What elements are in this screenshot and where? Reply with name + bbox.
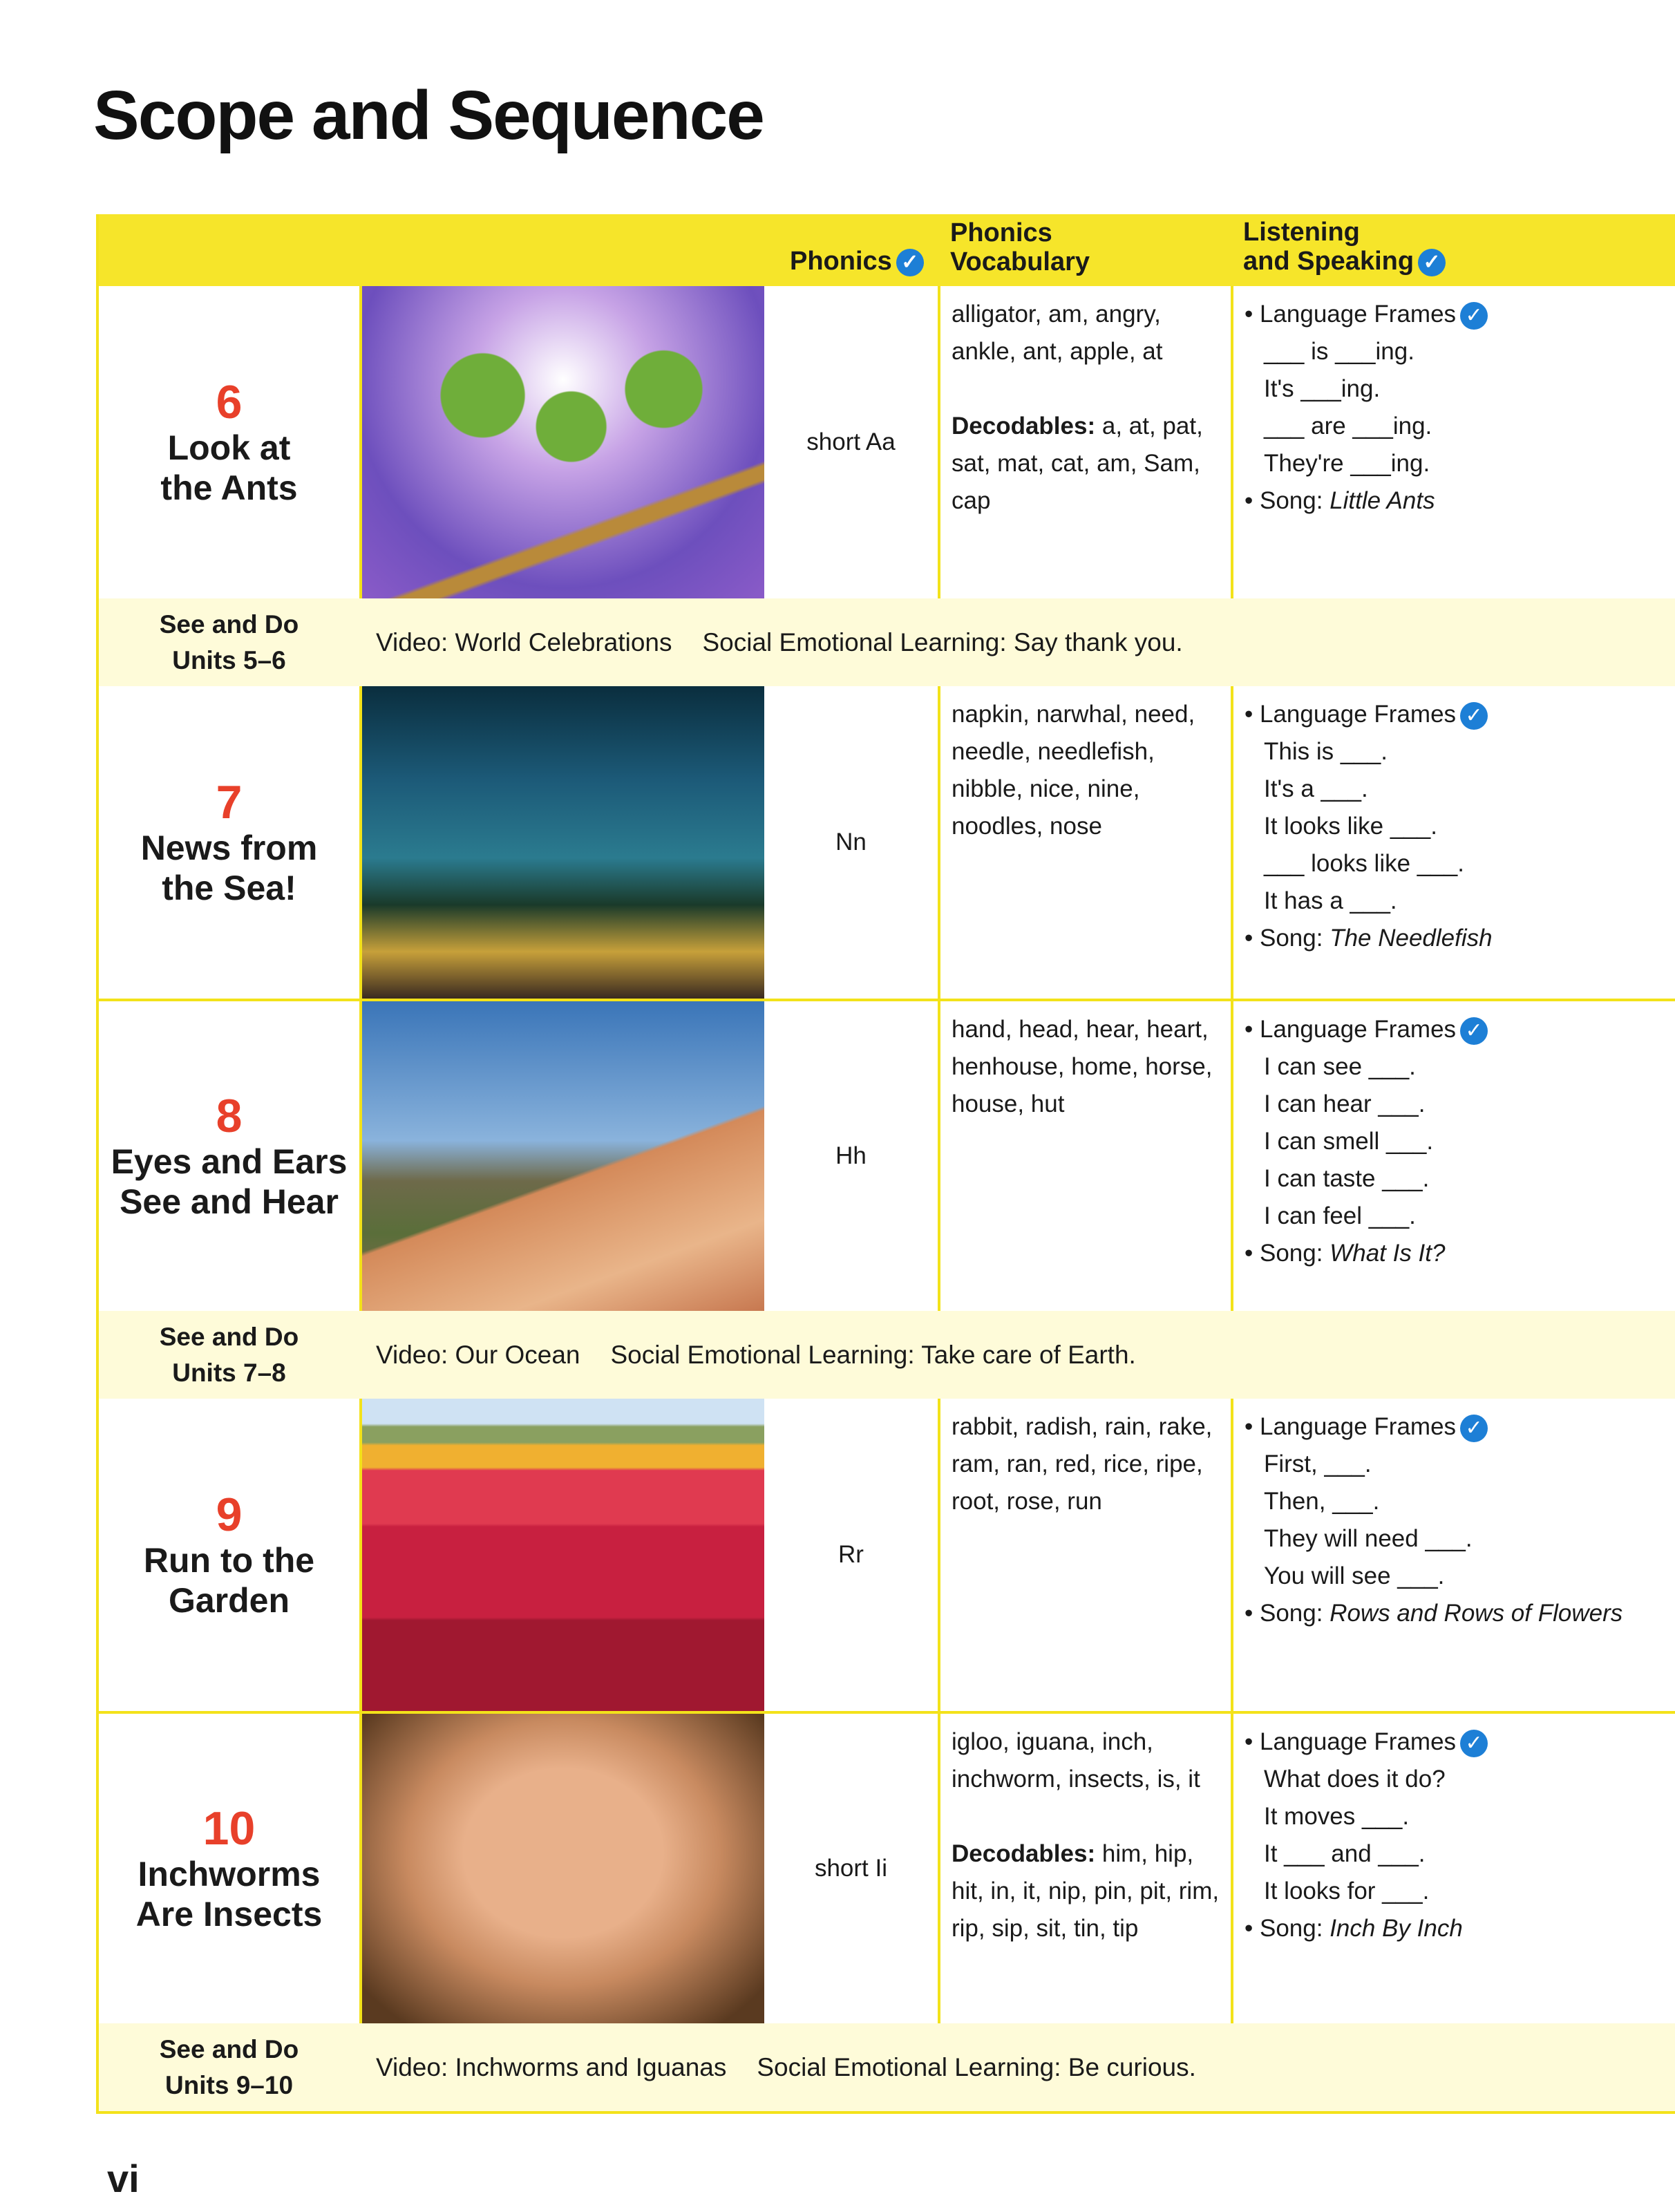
song: • Song: Inch By Inch	[1245, 1910, 1667, 1947]
header-phonics: Phonics ✓	[790, 247, 924, 276]
frame-text: This is ___.	[1264, 738, 1388, 765]
unit-photo	[362, 1001, 764, 1311]
language-frame	[1245, 1160, 1667, 1198]
unit-row	[99, 286, 1675, 598]
vocabulary-cell	[940, 1714, 1233, 2023]
phonics-cell	[764, 1714, 940, 2023]
vocab-words: alligator, am, angry, ankle, ant, apple, at	[952, 301, 1163, 365]
unit-photo	[362, 286, 764, 598]
song: • Song: What Is It?	[1245, 1235, 1667, 1272]
language-frame	[1245, 1123, 1667, 1160]
phonics-value: short Aa	[806, 428, 896, 455]
vocab-words: hand, head, hear, heart, henhouse, home, horse, house, hut	[952, 1016, 1213, 1117]
language-frame	[1245, 1558, 1667, 1595]
language-frame	[1245, 1483, 1667, 1520]
language-frame	[1245, 1835, 1667, 1873]
phonics-cell	[764, 1001, 940, 1311]
frame-text: ___ is ___ing.	[1264, 338, 1414, 365]
frame-text: First, ___.	[1264, 1450, 1372, 1477]
unit-title-line: News from	[140, 829, 318, 867]
unit-number: 6	[216, 376, 243, 428]
frame-text: What does it do?	[1264, 1766, 1446, 1793]
unit-title-line: Inchworms	[138, 1855, 321, 1893]
vocab-words: igloo, iguana, inch, inchworm, insects, is, it	[952, 1728, 1200, 1793]
language-frame	[1245, 1873, 1667, 1910]
listening-cell	[1233, 1714, 1675, 2023]
frame-text: It ___ and ___.	[1264, 1840, 1426, 1867]
frame-text: I can taste ___.	[1264, 1165, 1430, 1192]
frame-text: It moves ___.	[1264, 1803, 1410, 1830]
unit-photo	[362, 686, 764, 999]
phonics-value: Nn	[835, 829, 867, 856]
unit-number: 7	[216, 776, 243, 829]
unit-number: 9	[216, 1488, 243, 1541]
language-frames-heading: • Language Frames ✓	[1245, 1011, 1667, 1048]
phonics-value: Rr	[838, 1541, 864, 1568]
listening-cell	[1233, 686, 1675, 999]
decodables: Decodables: a, at, pat, sat, mat, cat, am, Sam, cap	[952, 413, 1203, 514]
listening-cell	[1233, 286, 1675, 598]
vocabulary-cell	[940, 1399, 1233, 1711]
unit-row	[99, 1711, 1675, 2023]
song: • Song: The Needlefish	[1245, 920, 1667, 957]
language-frame	[1245, 882, 1667, 920]
sel-text: Social Emotional Learning: Be curious.	[757, 2052, 1196, 2081]
phonics-value: short Ii	[814, 1855, 888, 1882]
vocabulary-cell	[940, 1001, 1233, 1311]
checkmark-icon: ✓	[1460, 302, 1488, 330]
decodables: Decodables: him, hip, hit, in, it, nip, pin, pit, rim, rip, sip, sit, tin, tip	[952, 1840, 1220, 1942]
unit-title	[99, 286, 362, 598]
language-frame	[1245, 333, 1667, 370]
language-frame	[1245, 1761, 1667, 1798]
unit-title	[99, 1714, 362, 2023]
language-frame	[1245, 1798, 1667, 1835]
checkmark-icon: ✓	[1460, 1017, 1488, 1045]
listening-cell	[1233, 1399, 1675, 1711]
unit-title-line: Are Insects	[135, 1895, 323, 1934]
page-number: vi	[107, 2157, 140, 2200]
frame-text: I can smell ___.	[1264, 1128, 1434, 1155]
unit-photo	[362, 1399, 764, 1711]
frame-text: It's a ___.	[1264, 775, 1368, 802]
checkmark-icon: ✓	[1460, 1730, 1488, 1757]
phonics-cell	[764, 1399, 940, 1711]
unit-title-line: the Ants	[160, 469, 298, 507]
sel-text: Social Emotional Learning: Say thank you.	[702, 627, 1183, 656]
frame-text: It has a ___.	[1264, 887, 1397, 914]
page-title: Scope and Sequence	[93, 77, 764, 154]
unit-row	[99, 1399, 1675, 1711]
unit-title-line: See and Hear	[120, 1182, 339, 1221]
header-listening: Listening and Speaking ✓	[1243, 218, 1446, 276]
frame-text: It looks like ___.	[1264, 813, 1437, 840]
language-frame	[1245, 1198, 1667, 1235]
checkmark-icon: ✓	[1460, 1415, 1488, 1442]
unit-title-line: the Sea!	[162, 869, 296, 907]
language-frames-heading: • Language Frames ✓	[1245, 696, 1667, 733]
see-and-do-row	[99, 598, 1675, 686]
vocabulary-cell	[940, 686, 1233, 999]
unit-photo	[362, 1714, 764, 2023]
language-frame	[1245, 445, 1667, 482]
language-frame	[1245, 771, 1667, 808]
language-frame	[1245, 733, 1667, 771]
unit-title-line: Look at	[167, 428, 291, 467]
frame-text: I can feel ___.	[1264, 1202, 1416, 1229]
phonics-cell	[764, 686, 940, 999]
unit-title	[99, 1001, 362, 1311]
listening-cell	[1233, 1001, 1675, 1311]
checkmark-icon: ✓	[1460, 702, 1488, 730]
checkmark-icon: ✓	[896, 249, 924, 276]
vocab-words: rabbit, radish, rain, rake, ram, ran, red, rice, ripe, root, rose, run	[952, 1413, 1213, 1515]
scope-sequence-table	[96, 214, 1675, 2114]
header-vocabulary: Phonics Vocabulary	[950, 218, 1090, 276]
unit-row	[99, 686, 1675, 999]
song: • Song: Rows and Rows of Flowers	[1245, 1595, 1667, 1632]
checkmark-icon: ✓	[1418, 249, 1446, 276]
unit-title	[99, 686, 362, 999]
see-and-do-label: See and Do Units 7–8	[159, 1322, 299, 1387]
unit-title	[99, 1399, 362, 1711]
unit-title-line: Eyes and Ears	[111, 1142, 348, 1181]
frame-text: I can see ___.	[1264, 1053, 1416, 1080]
language-frames-heading: • Language Frames ✓	[1245, 1723, 1667, 1761]
unit-title-line: Run to the	[143, 1541, 315, 1580]
language-frame	[1245, 370, 1667, 408]
song: • Song: Little Ants	[1245, 482, 1667, 520]
language-frame	[1245, 1520, 1667, 1558]
see-and-do-label: See and Do Units 5–6	[159, 609, 299, 674]
see-and-do-row	[99, 2023, 1675, 2111]
video-title: Video: Inchworms and Iguanas	[376, 2052, 727, 2081]
language-frame	[1245, 808, 1667, 845]
frame-text: It looks for ___.	[1264, 1878, 1430, 1904]
frame-text: You will see ___.	[1264, 1562, 1445, 1589]
language-frame	[1245, 408, 1667, 445]
phonics-cell	[764, 286, 940, 598]
language-frame	[1245, 1048, 1667, 1086]
frame-text: They're ___ing.	[1264, 450, 1430, 477]
language-frame	[1245, 1086, 1667, 1123]
see-and-do-row	[99, 1311, 1675, 1399]
vocabulary-cell	[940, 286, 1233, 598]
unit-title-line: Garden	[168, 1581, 290, 1620]
frame-text: It's ___ing.	[1264, 375, 1381, 402]
language-frame	[1245, 845, 1667, 882]
frame-text: ___ looks like ___.	[1264, 850, 1464, 877]
unit-number: 8	[216, 1090, 243, 1142]
vocab-words: napkin, narwhal, need, needle, needlefish, nibble, nice, nine, noodles, nose	[952, 701, 1195, 840]
frame-text: I can hear ___.	[1264, 1090, 1426, 1117]
frame-text: They will need ___.	[1264, 1525, 1473, 1552]
unit-number: 10	[202, 1802, 256, 1855]
see-and-do-label: See and Do Units 9–10	[159, 2034, 299, 2099]
language-frames-heading: • Language Frames ✓	[1245, 1408, 1667, 1446]
video-title: Video: World Celebrations	[376, 627, 672, 656]
table-header	[99, 214, 1675, 286]
frame-text: Then, ___.	[1264, 1488, 1380, 1515]
phonics-value: Hh	[835, 1142, 867, 1169]
language-frame	[1245, 1446, 1667, 1483]
sel-text: Social Emotional Learning: Take care of Earth.	[610, 1340, 1136, 1369]
language-frames-heading: • Language Frames ✓	[1245, 296, 1667, 333]
video-title: Video: Our Ocean	[376, 1340, 580, 1369]
frame-text: ___ are ___ing.	[1264, 413, 1432, 439]
unit-row	[99, 999, 1675, 1311]
